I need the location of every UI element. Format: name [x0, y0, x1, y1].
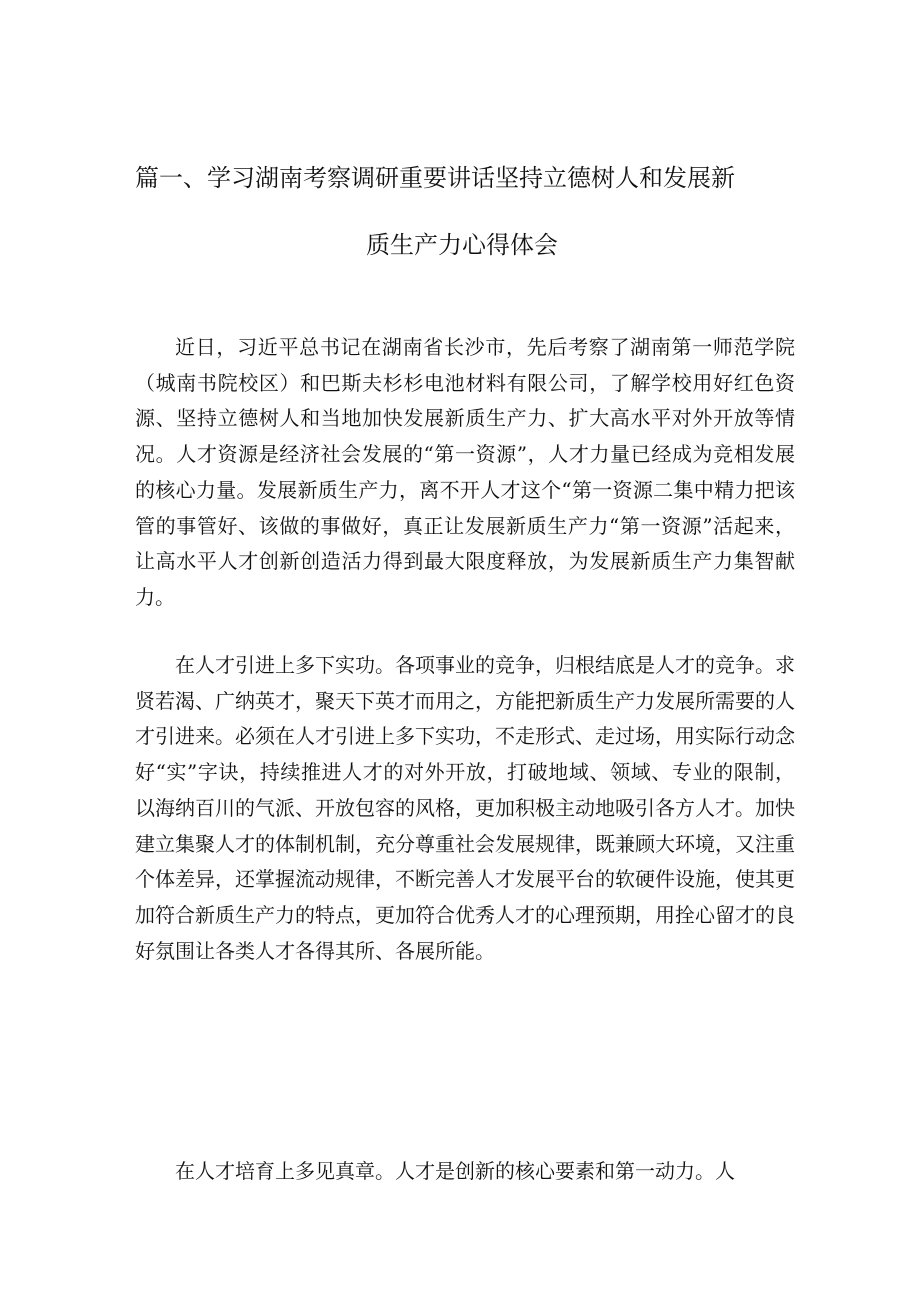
- document-title-line-1: 篇一、学习湖南考察调研重要讲话坚持立德树人和发展新: [135, 164, 735, 192]
- paragraph-talent-cultivation: 在人才培育上多见真章。人才是创新的核心要素和第一动力。人: [175, 1159, 735, 1183]
- paragraph-intro: 近日，习近平总书记在湖南省长沙市，先后考察了湖南第一师范学院（城南书院校区）和巴斯夫杉杉电池材料有限公司，了解学校用好红色资源、坚持立德树人和当地加快发展新质生产力、扩大高水平对外开放等情况。人才资源是经济社会发展的“第一资源”，人才力量已经成为竞相发展的核心力量。发展新质生产力，离不开人才这个“第一资源二集中精力把该管的事管好、该做的事做好，真正让发展新质生产力“第一资源”活起来，让高水平人才创新创造活力得到最大限度释放，为发展新质生产力集智献力。: [135, 335, 795, 609]
- paragraph-talent-introduction: 在人才引进上多下实功。各项事业的竞争，归根结底是人才的竞争。求贤若渴、广纳英才，聚天下英才而用之，方能把新质生产力发展所需要的人才引进来。必须在人才引进上多下实功，不走形式、走过场，用实际行动念好“实”字诀，持续推进人才的对外开放，打破地域、领域、专业的限制，以海纳百川的气派、开放包容的风格，更加积极主动地吸引各方人才。加快建立集聚人才的体制机制，充分尊重社会发展规律，既兼顾大环境，又注重个体差异，还掌握流动规律，不断完善人才发展平台的软硬件设施，使其更加符合新质生产力的特点，更加符合优秀人才的心理预期，用拴心留才的良好氛围让各类人才各得其所、各展所能。: [135, 653, 795, 963]
- document-title-line-2: 质生产力心得体会: [366, 231, 558, 259]
